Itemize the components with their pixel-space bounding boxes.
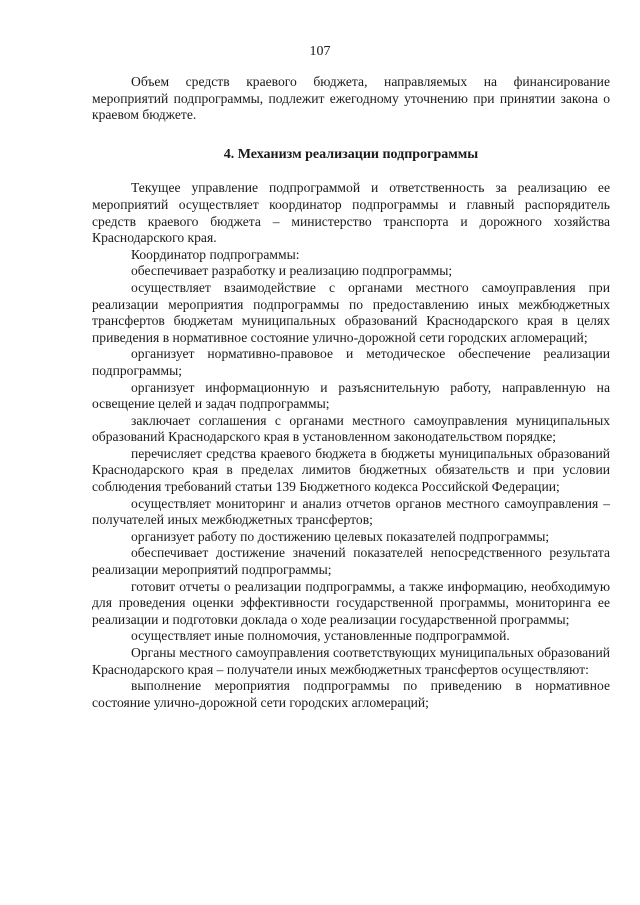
paragraph-current-management: Текущее управление подпрограммой и ответственность за реализацию ее мероприятий осуществляет координатор подпрограммы и главный распорядитель средств краевого бюджета – министерство транспорта и дорожного хозяйства Краснодарского края. [92, 180, 610, 246]
page-number: 107 [309, 44, 331, 59]
paragraph-duty-other: осуществляет иные полномочия, установленные подпрограммой. [131, 628, 510, 644]
paragraph-duty-agreements: заключает соглашения с органами местного самоуправления муниципальных образований Краснодарского края в установленном законодательством порядке; [92, 412, 610, 445]
intro-paragraph: Объем средств краевого бюджета, направляемых на финансирование мероприятий подпрограммы, подлежит ежегодному уточнению при принятии закона о краевом бюджете. [92, 74, 610, 123]
page-content [92, 74, 610, 711]
paragraph-duty-information: организует информационную и разъяснительную работу, направленную на освещение целей и задач подпрограммы; [92, 379, 610, 412]
paragraph-duty-legal-support: организует нормативно-правовое и методическое обеспечение реализации подпрограммы; [92, 346, 610, 378]
paragraph-duty-interaction: осуществляет взаимодействие с органами местного самоуправления при реализации мероприятия подпрограммы по предоставлению иных межбюджетных трансфертов бюджетам муниципальных образований Краснодарского края в целях приведения в нормативное состояние улично-дорожной сети городских агломераций; [92, 279, 610, 345]
section-heading: 4. Механизм реализации подпрограммы [223, 146, 479, 162]
paragraph-local-duty-implementation: выполнение мероприятия подпрограммы по приведению в нормативное состояние улично-дорожной сети городских агломераций; [92, 678, 610, 710]
paragraph-duty-development: обеспечивает разработку и реализацию подпрограммы; [131, 263, 453, 279]
paragraph-duty-targets: организует работу по достижению целевых показателей подпрограммы; [131, 528, 550, 544]
paragraph-duty-results: обеспечивает достижение значений показателей непосредственного результата реализации мероприятий подпрограммы; [92, 545, 610, 578]
paragraph-coordinator-label: Координатор подпрограммы: [131, 246, 300, 262]
paragraph-duty-reports: готовит отчеты о реализации подпрограммы, а также информацию, необходимую для проведения оценки эффективности государственной программы, мониторинга ее реализации и подготовки доклада о ходе реализации государственной программы; [92, 578, 610, 627]
paragraph-duty-transfers: перечисляет средства краевого бюджета в бюджеты муниципальных образований Краснодарского края в пределах лимитов бюджетных обязательств и при условии соблюдения требований статьи 139 Бюджетного кодекса Российской Федерации; [92, 445, 610, 495]
paragraph-local-authorities: Органы местного самоуправления соответствующих муниципальных образований Краснодарского края – получатели иных межбюджетных трансфертов осуществляют: [92, 645, 610, 677]
paragraph-duty-monitoring: осуществляет мониторинг и анализ отчетов органов местного самоуправления – получателей иных межбюджетных трансфертов; [92, 495, 610, 528]
